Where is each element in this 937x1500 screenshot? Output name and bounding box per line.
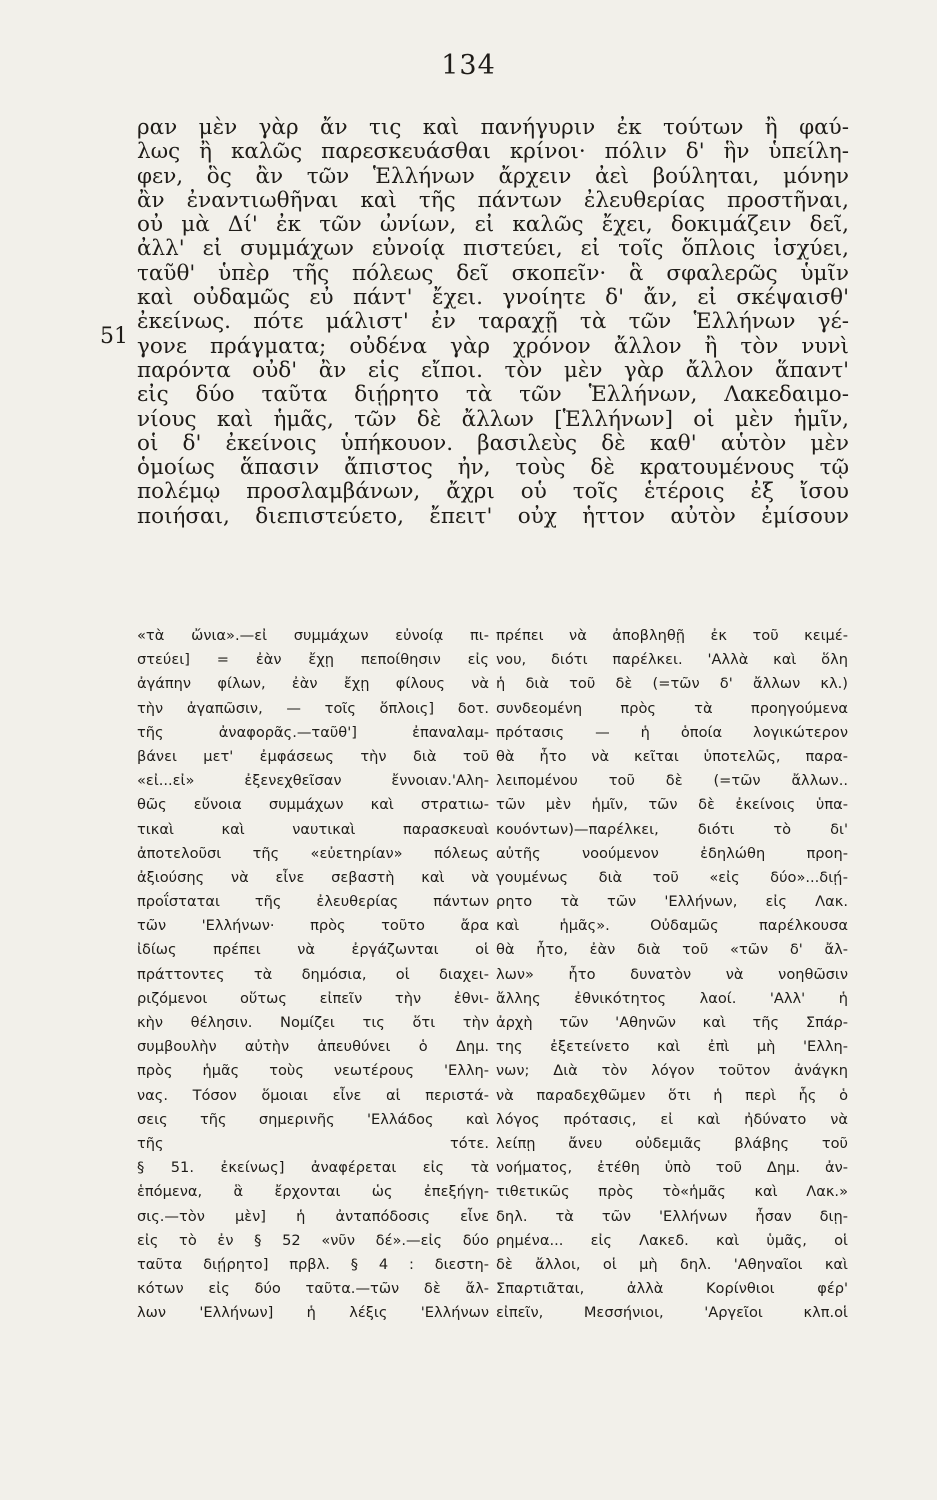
commentary-line: βάνει μετ' ἐμφάσεως τὴν διὰ τοῦ (137, 747, 489, 765)
commentary-line: ἀγάπην φίλων, ἐὰν ἔχῃ φίλους νὰ (137, 675, 489, 693)
commentary-line: ρημένα... εἰς Λακεδ. καὶ ὑμᾶς, οἱ (496, 1231, 848, 1249)
commentary-line: τῶν 'Ελλήνων· πρὸς τοῦτο ἄρα (137, 917, 489, 935)
commentary-line: τιθετικῶς πρὸς τὸ«ἡμᾶς καὶ Λακ.» (496, 1183, 848, 1201)
commentary-line: νὰ παραδεχθῶμεν ὅτι ἡ περὶ ἧς ὁ (496, 1086, 848, 1104)
main-text-line: οὐ μὰ Δί' ἐκ τῶν ὠνίων, εἰ καλῶς ἔχει, δοκιμάζειν δεῖ, (137, 213, 849, 238)
main-text-line: ἂν ἐναντιωθῆναι καὶ τῆς πάντων ἐλευθερίας προστῆναι, (137, 188, 849, 213)
commentary-line: θὰ ἦτο νὰ κεῖται ὑποτελῶς, παρα- (496, 747, 848, 765)
section-marker: 51 (100, 324, 128, 349)
commentary-line: κουόντων)—παρέλκει, διότι τὸ δι' (496, 820, 848, 838)
commentary-line: στεύει] = ἐὰν ἔχῃ πεποίθησιν εἰς (137, 651, 489, 669)
main-text-line: ἐκείνως. πότε μάλιστ' ἐν ταραχῇ τὰ τῶν Ἑλλήνων γέ- (137, 310, 849, 335)
commentary-line: ταῦτα διῄρητο] πρβλ. § 4 : διεστη- (137, 1255, 489, 1273)
commentary-line: θὰ ἦτο, ἐὰν διὰ τοῦ «τῶν δ' ἄλ- (496, 941, 848, 959)
commentary-line: λόγος πρότασις, εἰ καὶ ἠδύνατο νὰ (496, 1110, 848, 1128)
commentary-line: ἑπόμενα, ἃ ἔρχονται ὡς ἐπεξήγη- (137, 1183, 489, 1201)
commentary-left-column (137, 624, 489, 1325)
commentary-line: συνδεομένη πρὸς τὰ προηγούμενα (496, 699, 848, 717)
commentary-line: τὴν ἀγαπῶσιν, — τοῖς ὅπλοις] δοτ. (137, 699, 489, 717)
commentary-line: προΐσταται τῆς ἐλευθερίας πάντων (137, 893, 489, 911)
commentary-line: τῆς ἀναφορᾶς.—ταῦθ'] ἐπαναλαμ- (137, 723, 489, 741)
commentary-line: τῶν μὲν ἡμῖν, τῶν δὲ ἐκείνοις ὑπα- (496, 796, 848, 814)
commentary-line: δηλ. τὰ τῶν 'Ελλήνων ἦσαν διῃ- (496, 1207, 848, 1225)
commentary-line: ριζόμενοι οὕτως εἰπεῖν τὴν ἐθνι- (137, 989, 489, 1007)
commentary-line: νων; Διὰ τὸν λόγον τοῦτον ἀνάγκη (496, 1062, 848, 1080)
main-text-line: λως ἢ καλῶς παρεσκευάσθαι κρίνοι· πόλιν δ' ἣν ὑπείλη- (137, 140, 849, 165)
commentary-line: λων» ἦτο δυνατὸν νὰ νοηθῶσιν (496, 965, 848, 983)
commentary-line: αὐτῆς νοούμενον ἐδηλώθη προη- (496, 844, 848, 862)
main-text-line: φεν, ὃς ἂν τῶν Ἑλλήνων ἄρχειν ἀεὶ βούληται, μόνην (137, 164, 849, 189)
commentary-line: εἰς τὸ ἐν § 52 «νῦν δέ».—εἰς δύο (137, 1231, 489, 1249)
commentary-line: «εἰ...εἰ» ἐξενεχθεῖσαν ἔννοιαν.'Αλη- (137, 772, 489, 790)
main-text-line: οἱ δ' ἐκείνοις ὑπήκουον. βασιλεὺς δὲ καθ' αὑτὸν μὲν (137, 431, 849, 456)
commentary-line: της ἐξετείνετο καὶ ἐπὶ μὴ 'Ελλη- (496, 1038, 848, 1056)
commentary-line: Σπαρτιᾶται, ἀλλὰ Κορίνθιοι φέρ' (496, 1280, 848, 1298)
commentary-line: λων 'Ελλήνων] ἡ λέξις 'Ελλήνων (137, 1304, 489, 1322)
main-text (137, 116, 849, 529)
commentary-line: γουμένως διὰ τοῦ «εἰς δύο»...διῄ- (496, 868, 848, 886)
commentary-line: § 51. ἐκείνως] ἀναφέρεται εἰς τὰ (137, 1159, 489, 1177)
commentary-line: πρότασις — ἡ ὁποία λογικώτερον (496, 723, 848, 741)
commentary-line: συμβουλὴν αὐτὴν ἀπευθύνει ὁ Δημ. (137, 1038, 489, 1056)
main-text-line: ἀλλ' εἰ συμμάχων εὐνοίᾳ πιστεύει, εἰ τοῖς ὅπλοις ἰσχύει, (137, 237, 849, 262)
commentary-line: νοήματος, ἐτέθη ὑπὸ τοῦ Δημ. ἀν- (496, 1159, 848, 1177)
commentary-right-column (496, 624, 848, 1325)
commentary-line: νας. Τόσον ὅμοιαι εἶνε αἱ περιστά- (137, 1086, 489, 1104)
commentary-line: πράττοντες τὰ δημόσια, οἱ διαχει- (137, 965, 489, 983)
commentary-line: τῆς τότε. (137, 1134, 489, 1152)
main-text-line: παρόντα οὐδ' ἂν εἷς εἴποι. τὸν μὲν γὰρ ἄλλον ἅπαντ' (137, 358, 849, 383)
commentary-line: δὲ ἄλλοι, οἱ μὴ δηλ. 'Αθηναῖοι καὶ (496, 1255, 848, 1273)
commentary-line: εἰπεῖν, Μεσσήνιοι, 'Αργεῖοι κλπ.οἱ (496, 1304, 848, 1322)
main-text-line: ποιήσαι, διεπιστεύετο, ἔπειτ' οὐχ ἧττον αὐτὸν ἐμίσουν (137, 504, 849, 529)
main-text-line: εἰς δύο ταῦτα διῄρητο τὰ τῶν Ἑλλήνων, Λακεδαιμο- (137, 383, 849, 408)
main-text-line: πολέμῳ προσλαμβάνων, ἄχρι οὗ τοῖς ἑτέροις ἐξ ἴσου (137, 480, 849, 505)
commentary-line: καὶ ἡμᾶς». Οὐδαμῶς παρέλκουσα (496, 917, 848, 935)
commentary-line: ἀρχὴ τῶν 'Αθηνῶν καὶ τῆς Σπάρ- (496, 1014, 848, 1031)
main-text-line: νίους καὶ ἡμᾶς, τῶν δὲ ἄλλων [Ἑλλήνων] οἱ μὲν ἡμῖν, (137, 407, 849, 432)
commentary-line: τικαὶ καὶ ναυτικαὶ παρασκευαὶ (137, 820, 489, 838)
main-text-line: ταῦθ' ὑπὲρ τῆς πόλεως δεῖ σκοπεῖν· ἃ σφαλερῶς ὑμῖν (137, 261, 849, 286)
commentary-line: ἡ διὰ τοῦ δὲ (=τῶν δ' ἄλλων κλ.) (496, 675, 848, 693)
commentary-line: ἰδίως πρέπει νὰ ἐργάζωνται οἱ (137, 941, 489, 959)
main-text-line: ὁμοίως ἅπασιν ἄπιστος ἦν, τοὺς δὲ κρατουμένους τῷ (137, 456, 849, 481)
commentary-line: σις.—τὸν μὲν] ἡ ἀνταπόδοσις εἶνε (137, 1207, 489, 1225)
page-number: 134 (441, 50, 496, 81)
commentary-line: ἀποτελοῦσι τῆς «εὐετηρίαν» πόλεως (137, 844, 489, 862)
commentary-line: ρητο τὰ τῶν 'Ελλήνων, εἰς Λακ. (496, 893, 848, 911)
commentary-line: κὴν θέλησιν. Νομίζει τις ὅτι τὴν (137, 1014, 489, 1031)
commentary-line: πρὸς ἡμᾶς τοὺς νεωτέρους 'Ελλη- (137, 1062, 489, 1080)
commentary-line: «τὰ ὤνια».—εἰ συμμάχων εὐνοίᾳ πι- (137, 627, 489, 644)
commentary-line: νου, διότι παρέλκει. 'Αλλὰ καὶ ὅλη (496, 651, 848, 669)
commentary-line: πρέπει νὰ ἀποβληθῇ ἐκ τοῦ κειμέ- (496, 627, 848, 644)
main-text-line: γονε πράγματα; οὐδένα γὰρ χρόνον ἄλλον ἢ τὸν νυνὶ (137, 334, 849, 359)
commentary-line: θῶς εὔνοια συμμάχων καὶ στρατιω- (137, 796, 489, 814)
main-text-line: καὶ οὐδαμῶς εὖ πάντ' ἔχει. γνοίητε δ' ἄν, εἰ σκέψαισθ' (137, 286, 849, 311)
commentary-line: λειπομένου τοῦ δὲ (=τῶν ἄλλων.. (496, 772, 848, 790)
commentary-line: κότων εἰς δύο ταῦτα.—τῶν δὲ ἄλ- (137, 1280, 489, 1298)
main-text-line: ραν μὲν γὰρ ἄν τις καὶ πανήγυριν ἐκ τούτων ἢ φαύ- (137, 116, 849, 140)
commentary-line: λείπῃ ἄνευ οὐδεμιᾶς βλάβης τοῦ (496, 1134, 848, 1152)
commentary-line: ἀξιούσης νὰ εἶνε σεβαστὴ καὶ νὰ (137, 868, 489, 886)
commentary-line: ἄλλης ἐθνικότητος λαοί. 'Αλλ' ἡ (496, 989, 848, 1007)
commentary-line: σεις τῆς σημερινῆς 'Ελλάδος καὶ (137, 1110, 489, 1128)
